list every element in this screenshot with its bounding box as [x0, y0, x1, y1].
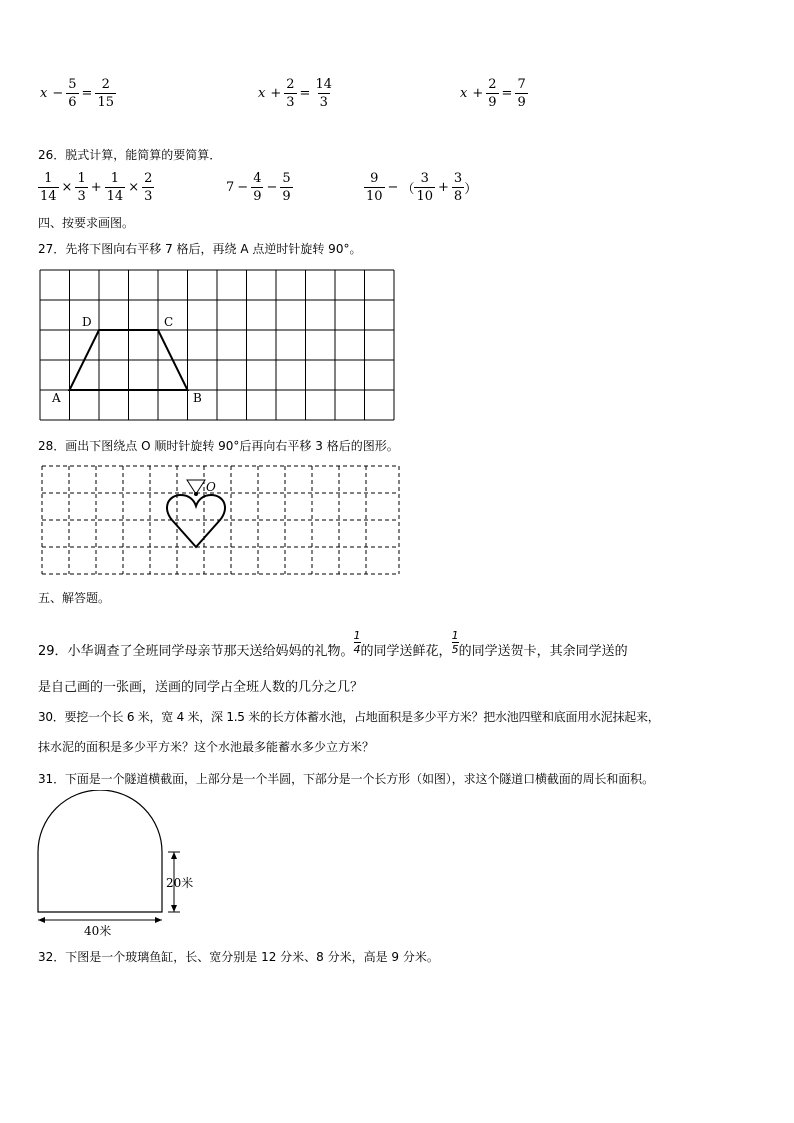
minus-sign: − [387, 180, 399, 195]
plus-sign: + [90, 180, 102, 195]
q29-text-part-2: 的同学送鲜花， [360, 644, 452, 659]
minus-sign: − [237, 180, 249, 195]
fraction: $\frac{2}{9}$ [488, 77, 497, 110]
arrow-left-icon [38, 917, 45, 923]
label-b: B [193, 391, 202, 405]
operator: − [52, 86, 64, 101]
equals-sign: = [299, 86, 311, 101]
width-label: 40米 [84, 924, 112, 938]
fraction: $\frac{3}{8}$ [453, 171, 463, 204]
point-o-marker [187, 480, 205, 494]
section-4-heading: 四、按要求画图。 [38, 216, 135, 230]
fraction: $\frac{5}{6}$ [68, 77, 77, 110]
question-30-line-1: 30．要挖一个长 6 米，宽 4 米，深 1.5 米的长方体蓄水池，占地面积是多少平方米？把水池四壁和底面用水泥抹起来， [38, 710, 660, 724]
heart-shape [167, 495, 225, 547]
number: 7 [226, 180, 235, 195]
fraction-one-fifth: $\frac{1}{5}$ [451, 629, 459, 656]
fraction: $\frac{2}{3}$ [286, 77, 295, 110]
label-d: D [82, 315, 92, 329]
q29-text-part-3: 的同学送贺卡，其余同学送的 [458, 644, 628, 659]
fraction: $\frac{4}{9}$ [253, 171, 262, 204]
question-27: 27．先将下图向右平移 7 格后，再绕 A 点逆时针旋转 90°。 [38, 242, 362, 256]
equals-sign: = [81, 86, 93, 101]
fraction: $\frac{1}{14}$ [40, 171, 57, 204]
tunnel-cross-section-figure [32, 790, 222, 938]
q26-expression-2 [226, 172, 293, 203]
question-29-line-1 [38, 629, 628, 665]
arrow-right-icon [155, 917, 162, 923]
fraction: $\frac{2}{3}$ [144, 171, 153, 204]
fraction: $\frac{1}{3}$ [77, 171, 86, 204]
q27-grid-figure [38, 268, 398, 424]
fraction: $\frac{3}{10}$ [416, 171, 434, 204]
tunnel-outline [38, 790, 162, 912]
equation-2 [258, 78, 334, 109]
fraction: $\frac{1}{14}$ [106, 171, 124, 204]
question-26: 26．脱式计算，能简算的要简算． [38, 148, 222, 162]
arrow-up-icon [171, 852, 177, 859]
question-28: 28．画出下图绕点 O 顺时针旋转 90°后再向右平移 3 格后的图形。 [38, 439, 399, 453]
left-paren: （ [401, 182, 415, 197]
question-29-line-2: 是自己画的一张画，送画的同学占全班人数的几分之几？ [38, 680, 364, 695]
operator: + [472, 86, 484, 101]
fraction: $\frac{7}{9}$ [517, 77, 526, 110]
times-sign: × [61, 180, 73, 195]
arrow-down-icon [171, 905, 177, 912]
fraction: $\frac{2}{15}$ [97, 77, 114, 110]
label-o: O [206, 480, 216, 494]
right-paren: ） [464, 182, 478, 197]
fraction-one-quarter: $\frac{1}{4}$ [353, 629, 361, 656]
fraction: $\frac{9}{10}$ [366, 171, 383, 204]
times-sign: × [128, 180, 140, 195]
q27-grid [40, 270, 394, 420]
height-label: 20米 [166, 876, 194, 890]
q29-text-part-1: 29．小华调查了全班同学母亲节那天送给妈妈的礼物。 [38, 644, 354, 659]
section-5-heading: 五、解答题。 [38, 591, 111, 605]
variable: x [460, 86, 468, 101]
variable: x [40, 86, 48, 101]
plus-sign: + [438, 180, 449, 195]
label-c: C [164, 315, 174, 329]
q28-grid-figure [38, 462, 408, 580]
question-31: 31．下面是一个隧道横截面，上部分是一个半圆，下部分是一个长方形（如图），求这个隧道口横截面的周长和面积。 [38, 772, 654, 786]
question-30-line-2: 抹水泥的面积是多少平方米？这个水池最多能蓄水多少立方米？ [38, 740, 375, 754]
question-32: 32．下图是一个玻璃鱼缸，长、宽分别是 12 分米、8 分米，高是 9 分米。 [38, 950, 439, 964]
variable: x [258, 86, 266, 101]
label-a: A [52, 391, 61, 405]
operator: + [270, 86, 282, 101]
q26-expression-3 [364, 172, 477, 203]
point-o-dot [194, 492, 198, 496]
equation-3 [460, 78, 528, 109]
equation-1 [40, 78, 116, 109]
fraction: $\frac{14}{3}$ [315, 77, 332, 110]
q26-expression-1 [38, 172, 154, 203]
minus-sign: − [266, 180, 278, 195]
fraction: $\frac{5}{9}$ [282, 171, 291, 204]
equals-sign: = [501, 86, 513, 101]
